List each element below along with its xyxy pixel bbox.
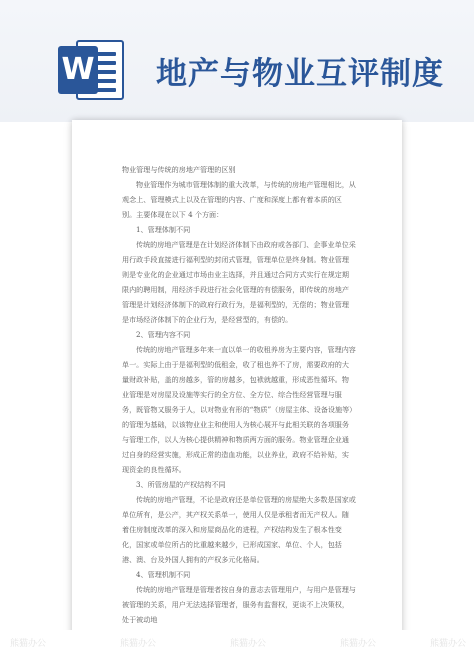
paragraph-intro: 物业管理作为城市管理体制的重大改革，与传统的房地产管理相比，从观念上、管理模式上以及在管理的内容、广度和深度上都有着本质的区别。主要体现在以下 4 个方面： xyxy=(122,180,356,219)
word-badge-icon: W xyxy=(58,46,98,94)
paragraph-3: 传统的房地产管理，不论是政府还是单位管理的房屋绝大多数是国家或单位所有，是公产，其产权关系单一，使用人仅是承租者而无产权人。随着住房制度改革的深入和房屋商品化的进程，产权结构发生了根本性变化，国家或单位所占的比重越来越少，已形成国家、单位、个人，包括港、澳、台及外国人拥有的产权多元化格局。 xyxy=(122,495,356,564)
paragraph-4: 传统的房地产管理是管理者按自身的意志去管理用户，与用户是管理与被管理的关系，用户无法选择管理者，服务有监督权，更谈不上决策权，处于被动地 xyxy=(122,585,356,624)
document-page xyxy=(72,120,402,640)
page-title: 地产与物业互评制度 xyxy=(156,56,444,92)
section-heading-3: 3、所管房屋的产权结构不同 xyxy=(136,480,226,489)
watermark-text: 熊猫办公 xyxy=(340,639,377,649)
watermark-text: 熊猫办公 xyxy=(230,639,267,649)
section-heading-2: 2、管理内容不同 xyxy=(136,330,191,339)
watermark-strip xyxy=(0,630,474,669)
watermark-text: 熊猫办公 xyxy=(10,639,47,649)
header-banner xyxy=(0,0,474,122)
document-heading: 物业管理与传统的房地产管理的区别 xyxy=(122,165,236,174)
paragraph-1: 传统的房地产管理是在计划经济体制下由政府或各部门、企事业单位采用行政手段直接进行福利型的封闭式管理，管理单位是终身制。物业管理则是专业化的企业通过市场由业主选择，并且通过合同方式实行在规定期限内的聘用制，用经济手段进行社会化管理的有偿服务，即传统的房地产管理是计划经济体制下的政府行政行为，是福利型的，无偿的；物业管理是市场经济体制下的企业行为，是经营型的，有偿的。 xyxy=(122,240,356,324)
watermark-text: 熊猫办公 xyxy=(430,639,467,649)
section-heading-4: 4、管理机制不同 xyxy=(136,570,191,579)
word-document-icon xyxy=(58,38,126,102)
watermark-text: 熊猫办公 xyxy=(120,639,157,649)
section-heading-1: 1、管理体制不同 xyxy=(136,225,191,234)
paragraph-2: 传统的房地产管理多年来一直以单一的收租养房为主要内容，管理内容单一。实际上由于是福利型的低租金，收了租也养不了房，需要政府的大量财政补贴，盖的房越多，管的房越多，包袱就越重，形成恶性循环。物业管理是对房屋及设施等实行的全方位、全方位、综合性经营管理与服务，既管物又服务于人，以对物业有形的“物质”（房屋主体、设备设施等）的管理为基础，以该物业业主和使用人为核心展开与此相关联的各项服务与管理工作，以人为核心提供精神和物质两方面的服务。物业管理企业通过自身的经营实施，形成正常的造血功能，以业养业，政府不给补贴，实现资金的良性循环。 xyxy=(122,345,356,474)
